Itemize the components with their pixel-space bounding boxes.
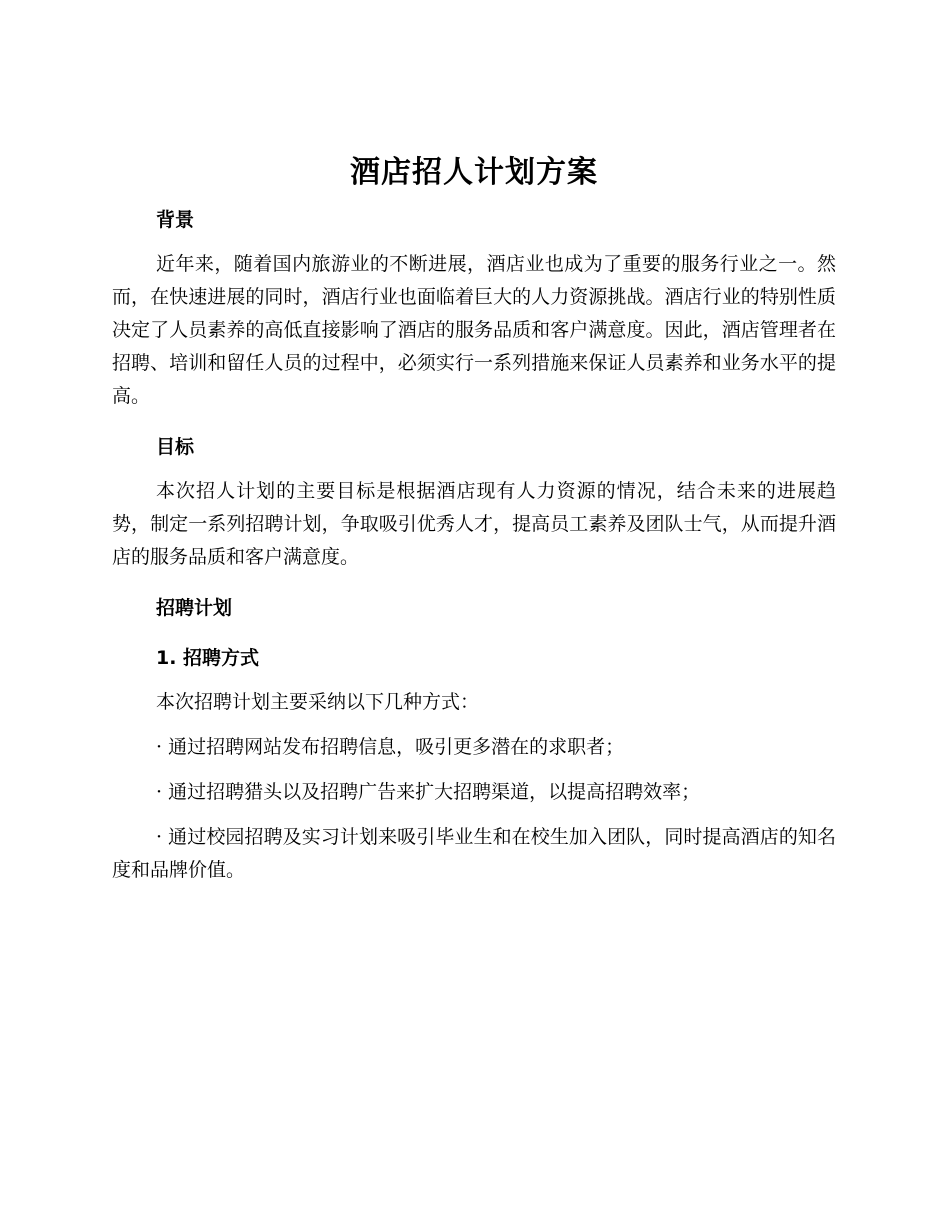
list-item: · 通过校园招聘及实习计划来吸引毕业生和在校生加入团队，同时提高酒店的知名度和品牌价值。	[112, 826, 836, 881]
list-item: · 通过招聘网站发布招聘信息，吸引更多潜在的求职者；	[156, 736, 625, 758]
document-body	[112, 148, 836, 887]
goal-paragraph: 本次招人计划的主要目标是根据酒店现有人力资源的情况，结合未来的进展趋势，制定一系列招聘计划，争取吸引优秀人才，提高员工素养及团队士气，从而提升酒店的服务品质和客户满意度。	[112, 480, 836, 568]
plan-intro-paragraph: 本次招聘计划主要采纳以下几种方式：	[156, 691, 480, 713]
section-heading-goal: 目标	[156, 436, 195, 458]
section-heading-background: 背景	[156, 209, 195, 231]
section-heading-plan: 招聘计划	[156, 597, 233, 619]
document-title: 酒店招人计划方案	[350, 155, 598, 190]
subheading-recruit-methods: 1. 招聘方式	[156, 647, 260, 669]
background-paragraph: 近年来，随着国内旅游业的不断进展，酒店业也成为了重要的服务行业之一。然而，在快速进展的同时，酒店行业也面临着巨大的人力资源挑战。酒店行业的特别性质决定了人员素养的高低直接影响了酒店的服务品质和客户满意度。因此，酒店管理者在招聘、培训和留任人员的过程中，必须实行一系列措施来保证人员素养和业务水平的提高。	[112, 253, 836, 407]
list-item: · 通过招聘猎头以及招聘广告来扩大招聘渠道，以提高招聘效率；	[156, 781, 701, 803]
